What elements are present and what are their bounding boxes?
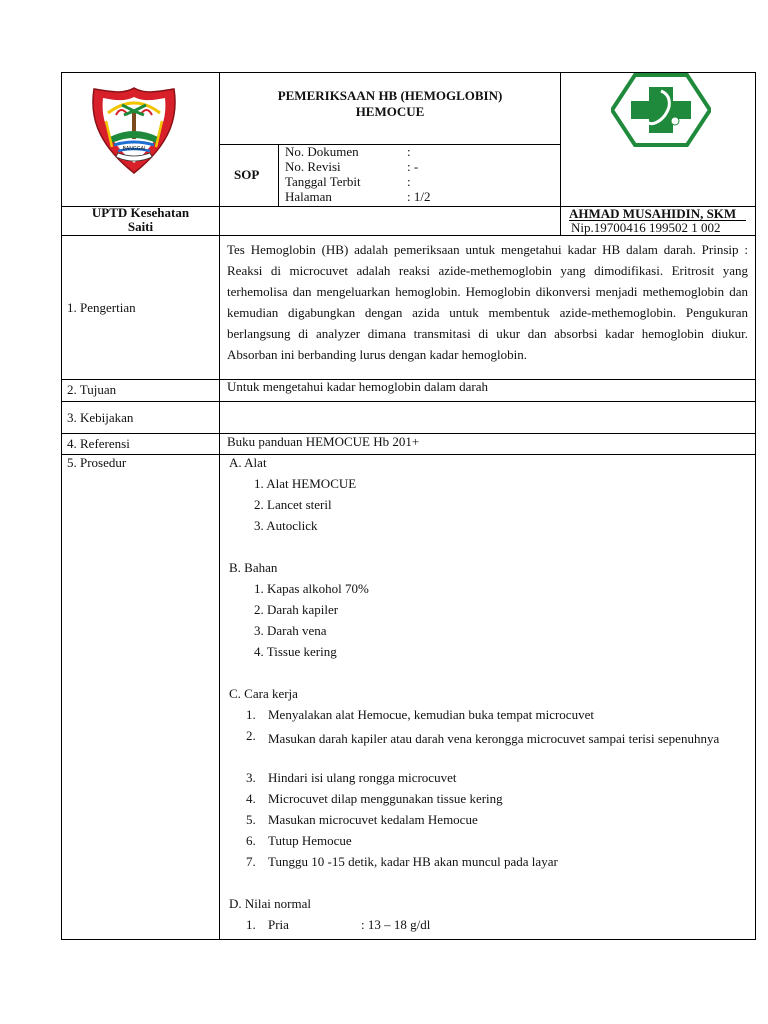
label-pengertian: 1. Pengertian xyxy=(67,300,136,315)
bahan-heading: B. Bahan xyxy=(229,560,278,575)
step-text: Menyalakan alat Hemocue, kemudian buka tempat microcuvet xyxy=(268,707,594,722)
list-item: 1. Kapas alkohol 70% xyxy=(254,581,369,596)
list-item: 2. Lancet steril xyxy=(254,497,332,512)
referensi-text: Buku panduan HEMOCUE Hb 201+ xyxy=(227,434,420,449)
alat-heading: A. Alat xyxy=(229,455,267,470)
tujuan-text: Untuk mengetahui kadar hemoglobin dalam darah xyxy=(227,379,489,394)
step-number: 4. xyxy=(246,791,256,806)
organization-name xyxy=(62,206,219,234)
list-item: 1. Alat HEMOCUE xyxy=(254,476,357,491)
list-item: 4. Tissue kering xyxy=(254,644,337,659)
nilai-normal-heading: D. Nilai normal xyxy=(229,896,311,911)
list-item: 2. Darah kapiler xyxy=(254,602,339,617)
label-referensi: 4. Referensi xyxy=(67,436,130,451)
sop-label: SOP xyxy=(234,167,260,182)
field-value-no-revisi: : - xyxy=(407,159,419,174)
step-text: Tunggu 10 -15 detik, kadar HB akan muncul pada layar xyxy=(268,854,558,869)
step-number: 6. xyxy=(246,833,256,848)
step-number: 2. xyxy=(246,728,256,743)
list-item: 3. Darah vena xyxy=(254,623,327,638)
field-value-halaman: : 1/2 xyxy=(407,189,431,204)
step-number: 3. xyxy=(246,770,256,785)
document-title xyxy=(220,88,560,120)
field-value-tanggal-terbit: : xyxy=(407,174,411,189)
field-label-tanggal-terbit: Tanggal Terbit xyxy=(285,174,361,189)
field-value-no-dokumen: : xyxy=(407,144,411,159)
pengertian-text: Tes Hemoglobin (HB) adalah pemeriksaan untuk mengetahui kadar HB dalam darah. Prinsip : Reaksi di microcuvet adalah reaksi azide-methemoglobin yang dimodifikasi. Eritrosit yang terhemolisa dan mengeluarkan hemoglobin. Hemoglobin dikonversi menjadi methemoglobin dan kemudian digabungkan dengan azida untuk membentuk azide-methemoglobin. Pengukuran berlangsung di analyzer dimana transmitasi di ukur dan absorbsi kadar hemoglobin diukur. Absorban ini berbanding lurus dengan kadar hemoglobin. xyxy=(227,242,748,362)
nilai-item-number: 1. xyxy=(246,917,256,932)
table-border-bottom xyxy=(61,939,756,940)
title-line-1: PEMERIKSAAN HB (HEMOGLOBIN) xyxy=(277,88,503,103)
table-border-left xyxy=(61,72,62,940)
step-text: Masukan darah kapiler atau darah vena kerongga microcuvet sampai terisi sepenuhnya xyxy=(268,731,720,746)
step-text: Microcuvet dilap menggunakan tissue kering xyxy=(268,791,503,806)
step-text: Tutup Hemocue xyxy=(268,833,352,848)
title-bottom-line xyxy=(219,144,561,145)
signer-nip: Nip.19700416 199502 1 002 xyxy=(571,220,721,235)
table-border-right xyxy=(755,72,756,940)
org-line-1: UPTD Kesehatan xyxy=(91,205,190,220)
label-kebijakan: 3. Kebijakan xyxy=(67,410,134,425)
column-divider xyxy=(219,72,220,940)
step-text: Hindari isi ulang rongga microcuvet xyxy=(268,770,457,785)
step-number: 1. xyxy=(246,707,256,722)
header-right-divider xyxy=(560,72,561,235)
step-number: 7. xyxy=(246,854,256,869)
nilai-item-value: : 13 – 18 g/dl xyxy=(361,917,431,932)
title-line-2: HEMOCUE xyxy=(355,104,425,119)
field-label-no-dokumen: No. Dokumen xyxy=(285,144,359,159)
step-number: 5. xyxy=(246,812,256,827)
row-line-kebijakan xyxy=(61,401,756,402)
signer-name: AHMAD MUSAHIDIN, SKM xyxy=(569,206,737,221)
row-line-prosedur xyxy=(61,454,756,455)
sop-divider xyxy=(278,144,279,206)
field-label-no-revisi: No. Revisi xyxy=(285,159,341,174)
list-item: 3. Autoclick xyxy=(254,518,318,533)
cara-kerja-heading: C. Cara kerja xyxy=(229,686,298,701)
org-line-2: Saiti xyxy=(127,219,154,234)
step-text: Masukan microcuvet kedalam Hemocue xyxy=(268,812,478,827)
emblem-ribbon-text: BANGGAI xyxy=(122,146,146,152)
nilai-item-label: Pria xyxy=(268,917,289,932)
field-label-halaman: Halaman xyxy=(285,189,332,204)
label-prosedur: 5. Prosedur xyxy=(67,455,127,470)
puskesmas-logo xyxy=(611,73,711,147)
regency-emblem-logo xyxy=(88,85,180,177)
label-tujuan: 2. Tujuan xyxy=(67,382,117,397)
